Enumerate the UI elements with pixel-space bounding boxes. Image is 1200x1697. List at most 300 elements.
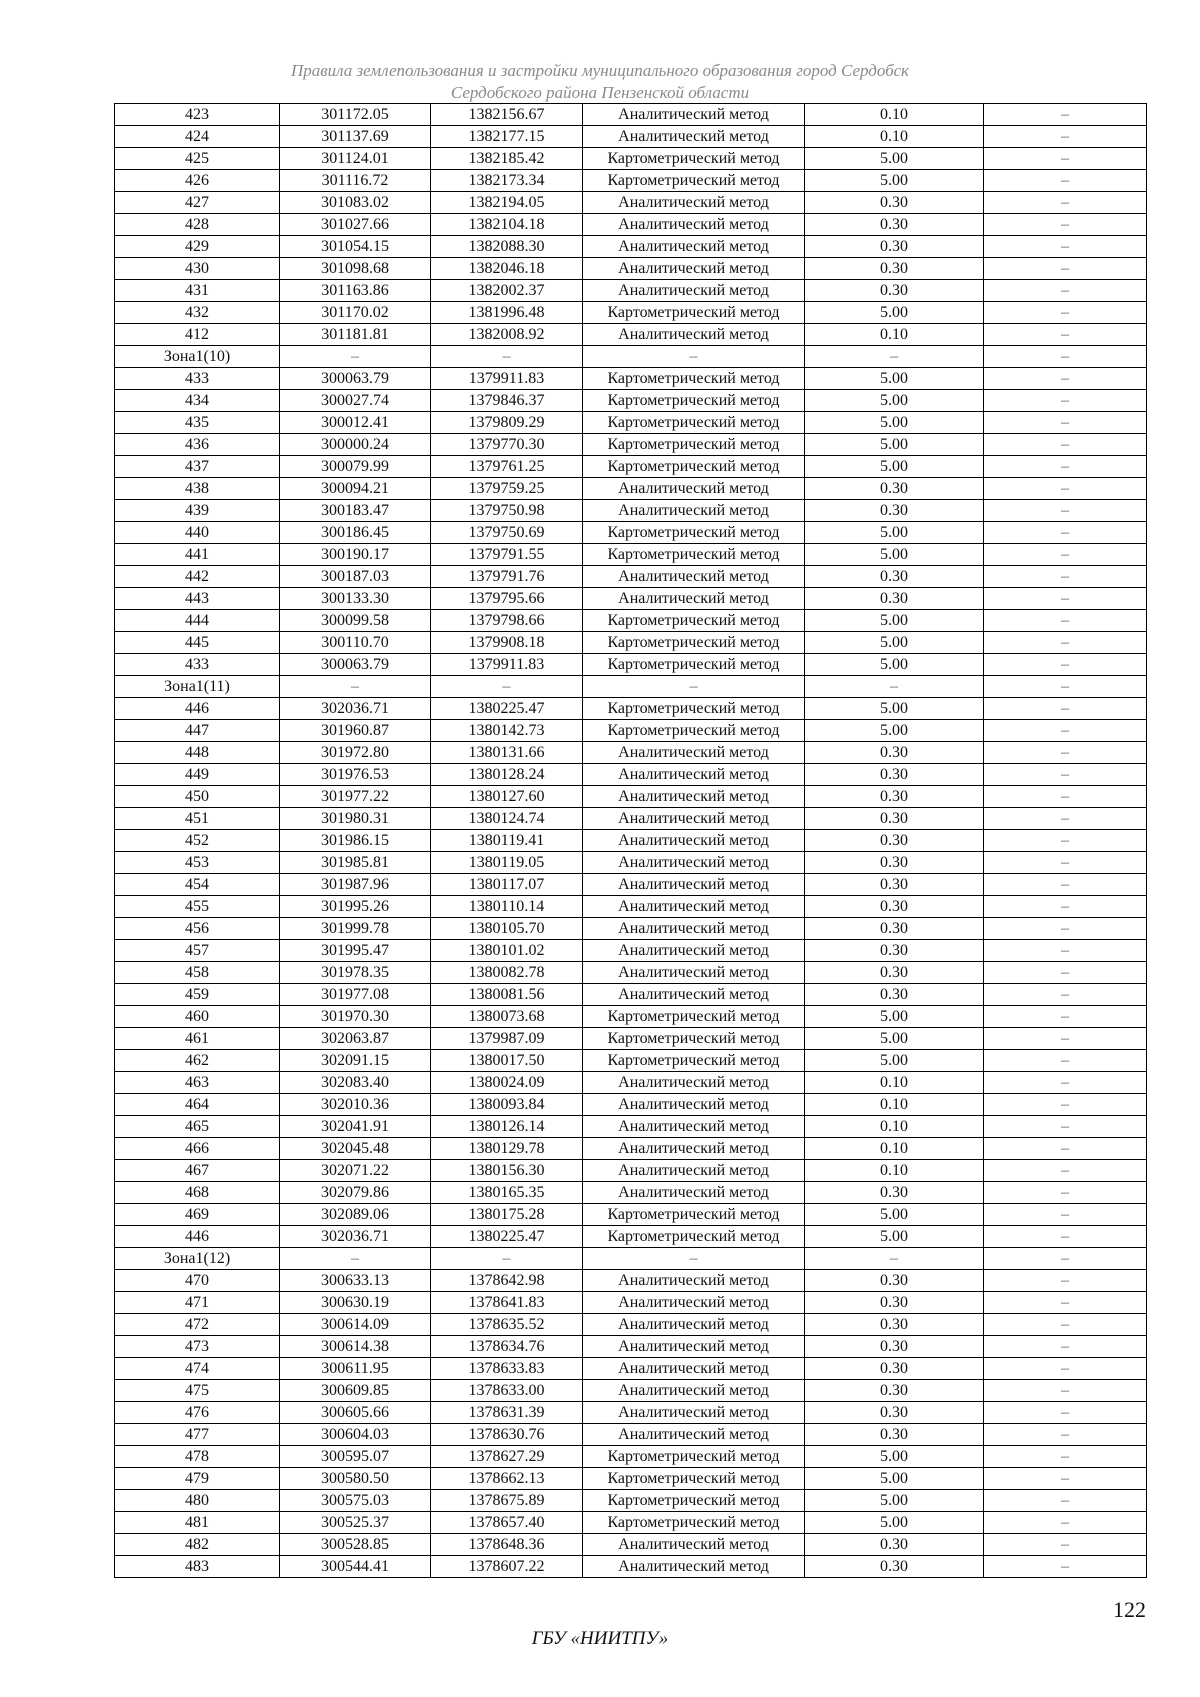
accuracy-cell: 5.00 [805, 522, 984, 544]
x-coordinate-cell: 300012.41 [280, 412, 431, 434]
y-coordinate-cell: 1380156.30 [431, 1160, 583, 1182]
description-cell: – [984, 302, 1147, 324]
y-coordinate-cell: 1378662.13 [431, 1468, 583, 1490]
y-coordinate-cell: 1378657.40 [431, 1512, 583, 1534]
zone-header-row [115, 346, 1147, 368]
y-coordinate-cell: 1380101.02 [431, 940, 583, 962]
description-cell: – [984, 1050, 1147, 1072]
point-number-cell: 454 [115, 874, 280, 896]
table-row [115, 1534, 1147, 1556]
description-cell: – [984, 1226, 1147, 1248]
x-coordinate-cell: 302041.91 [280, 1116, 431, 1138]
description-cell: – [984, 280, 1147, 302]
method-cell: – [583, 1248, 805, 1270]
x-coordinate-cell: 302083.40 [280, 1072, 431, 1094]
method-cell: Аналитический метод [583, 1402, 805, 1424]
description-cell: – [984, 698, 1147, 720]
y-coordinate-cell: 1380110.14 [431, 896, 583, 918]
x-coordinate-cell: 300605.66 [280, 1402, 431, 1424]
accuracy-cell: 0.30 [805, 214, 984, 236]
method-cell: Картометрический метод [583, 1446, 805, 1468]
accuracy-cell: 0.30 [805, 984, 984, 1006]
description-cell: – [984, 1292, 1147, 1314]
x-coordinate-cell: 300110.70 [280, 632, 431, 654]
x-coordinate-cell: 300099.58 [280, 610, 431, 632]
method-cell: Аналитический метод [583, 104, 805, 126]
description-cell: – [984, 566, 1147, 588]
method-cell: Аналитический метод [583, 478, 805, 500]
method-cell: Аналитический метод [583, 940, 805, 962]
method-cell: Картометрический метод [583, 1050, 805, 1072]
table-row [115, 434, 1147, 456]
y-coordinate-cell: 1380124.74 [431, 808, 583, 830]
y-coordinate-cell: 1379809.29 [431, 412, 583, 434]
table-row [115, 280, 1147, 302]
y-coordinate-cell: 1382088.30 [431, 236, 583, 258]
accuracy-cell: 0.30 [805, 1534, 984, 1556]
table-row [115, 522, 1147, 544]
x-coordinate-cell: 300000.24 [280, 434, 431, 456]
method-cell: Аналитический метод [583, 1160, 805, 1182]
accuracy-cell: 5.00 [805, 654, 984, 676]
accuracy-cell: 0.30 [805, 896, 984, 918]
point-number-cell: 431 [115, 280, 280, 302]
page-footer: ГБУ «НИИТПУ» [531, 1628, 669, 1649]
y-coordinate-cell: 1382177.15 [431, 126, 583, 148]
y-coordinate-cell: 1380127.60 [431, 786, 583, 808]
table-row [115, 258, 1147, 280]
description-cell: – [984, 1490, 1147, 1512]
x-coordinate-cell: 300133.30 [280, 588, 431, 610]
point-number-cell: 456 [115, 918, 280, 940]
accuracy-cell: 0.30 [805, 280, 984, 302]
point-number-cell: 426 [115, 170, 280, 192]
y-coordinate-cell: 1380073.68 [431, 1006, 583, 1028]
description-cell: – [984, 588, 1147, 610]
method-cell: Аналитический метод [583, 786, 805, 808]
point-number-cell: 437 [115, 456, 280, 478]
x-coordinate-cell: 302045.48 [280, 1138, 431, 1160]
y-coordinate-cell: – [431, 1248, 583, 1270]
table-row [115, 1424, 1147, 1446]
method-cell: Картометрический метод [583, 148, 805, 170]
table-row [115, 852, 1147, 874]
accuracy-cell: 0.10 [805, 1160, 984, 1182]
table-row [115, 1556, 1147, 1578]
point-number-cell: 432 [115, 302, 280, 324]
accuracy-cell: 0.30 [805, 742, 984, 764]
x-coordinate-cell: 300614.38 [280, 1336, 431, 1358]
accuracy-cell: 0.10 [805, 1072, 984, 1094]
description-cell: – [984, 1314, 1147, 1336]
accuracy-cell: 5.00 [805, 1204, 984, 1226]
y-coordinate-cell: 1382008.92 [431, 324, 583, 346]
x-coordinate-cell: 302091.15 [280, 1050, 431, 1072]
method-cell: Картометрический метод [583, 1490, 805, 1512]
y-coordinate-cell: 1379791.55 [431, 544, 583, 566]
table-row [115, 1094, 1147, 1116]
x-coordinate-cell: 301163.86 [280, 280, 431, 302]
y-coordinate-cell: 1378675.89 [431, 1490, 583, 1512]
x-coordinate-cell: 301054.15 [280, 236, 431, 258]
method-cell: Аналитический метод [583, 1380, 805, 1402]
accuracy-cell: 5.00 [805, 698, 984, 720]
accuracy-cell: 0.30 [805, 852, 984, 874]
y-coordinate-cell: 1379791.76 [431, 566, 583, 588]
table-row [115, 918, 1147, 940]
table-row [115, 302, 1147, 324]
x-coordinate-cell: 301995.26 [280, 896, 431, 918]
method-cell: Аналитический метод [583, 1314, 805, 1336]
y-coordinate-cell: 1380093.84 [431, 1094, 583, 1116]
y-coordinate-cell: 1382173.34 [431, 170, 583, 192]
table-row [115, 148, 1147, 170]
y-coordinate-cell: 1379911.83 [431, 654, 583, 676]
accuracy-cell: 5.00 [805, 302, 984, 324]
x-coordinate-cell: 301999.78 [280, 918, 431, 940]
x-coordinate-cell: 302079.86 [280, 1182, 431, 1204]
x-coordinate-cell: 300614.09 [280, 1314, 431, 1336]
table-row [115, 1138, 1147, 1160]
table-row [115, 1270, 1147, 1292]
x-coordinate-cell: – [280, 1248, 431, 1270]
table-row [115, 742, 1147, 764]
method-cell: Аналитический метод [583, 1358, 805, 1380]
description-cell: – [984, 1138, 1147, 1160]
method-cell: Картометрический метод [583, 1006, 805, 1028]
y-coordinate-cell: 1380142.73 [431, 720, 583, 742]
table-row [115, 1358, 1147, 1380]
coordinates-table [114, 103, 1147, 1578]
x-coordinate-cell: 300187.03 [280, 566, 431, 588]
accuracy-cell: 0.30 [805, 1358, 984, 1380]
point-number-cell: 449 [115, 764, 280, 786]
table-row [115, 720, 1147, 742]
y-coordinate-cell: 1380024.09 [431, 1072, 583, 1094]
x-coordinate-cell: 302071.22 [280, 1160, 431, 1182]
y-coordinate-cell: 1378641.83 [431, 1292, 583, 1314]
description-cell: – [984, 1248, 1147, 1270]
description-cell: – [984, 808, 1147, 830]
table-row [115, 478, 1147, 500]
accuracy-cell: 0.30 [805, 236, 984, 258]
description-cell: – [984, 390, 1147, 412]
x-coordinate-cell: 300544.41 [280, 1556, 431, 1578]
table-row [115, 1050, 1147, 1072]
y-coordinate-cell: 1378634.76 [431, 1336, 583, 1358]
zone-header-row [115, 1248, 1147, 1270]
method-cell: – [583, 676, 805, 698]
method-cell: Картометрический метод [583, 1512, 805, 1534]
table-row [115, 632, 1147, 654]
point-number-cell: 444 [115, 610, 280, 632]
accuracy-cell: 0.10 [805, 104, 984, 126]
accuracy-cell: 5.00 [805, 1226, 984, 1248]
y-coordinate-cell: 1380131.66 [431, 742, 583, 764]
y-coordinate-cell: 1382156.67 [431, 104, 583, 126]
accuracy-cell: 0.30 [805, 1380, 984, 1402]
x-coordinate-cell: 301124.01 [280, 148, 431, 170]
point-number-cell: 429 [115, 236, 280, 258]
x-coordinate-cell: 301172.05 [280, 104, 431, 126]
point-number-cell: 475 [115, 1380, 280, 1402]
table-row [115, 1380, 1147, 1402]
description-cell: – [984, 654, 1147, 676]
point-number-cell: 447 [115, 720, 280, 742]
point-number-cell: 471 [115, 1292, 280, 1314]
method-cell: Аналитический метод [583, 918, 805, 940]
description-cell: – [984, 412, 1147, 434]
description-cell: – [984, 940, 1147, 962]
y-coordinate-cell: – [431, 676, 583, 698]
description-cell: – [984, 610, 1147, 632]
method-cell: Аналитический метод [583, 126, 805, 148]
description-cell: – [984, 258, 1147, 280]
y-coordinate-cell: 1379761.25 [431, 456, 583, 478]
point-number-cell: 446 [115, 1226, 280, 1248]
header-line-2: Сердобского района Пензенской области [450, 83, 750, 102]
y-coordinate-cell: 1380082.78 [431, 962, 583, 984]
table-row [115, 1468, 1147, 1490]
x-coordinate-cell: 300609.85 [280, 1380, 431, 1402]
method-cell: Картометрический метод [583, 1028, 805, 1050]
table-row [115, 368, 1147, 390]
y-coordinate-cell: 1379798.66 [431, 610, 583, 632]
table-row [115, 126, 1147, 148]
point-number-cell: 455 [115, 896, 280, 918]
point-number-cell: 469 [115, 1204, 280, 1226]
y-coordinate-cell: 1380128.24 [431, 764, 583, 786]
method-cell: Аналитический метод [583, 874, 805, 896]
y-coordinate-cell: 1380165.35 [431, 1182, 583, 1204]
method-cell: Аналитический метод [583, 984, 805, 1006]
point-number-cell: 482 [115, 1534, 280, 1556]
point-number-cell: 479 [115, 1468, 280, 1490]
accuracy-cell: 5.00 [805, 1050, 984, 1072]
description-cell: – [984, 1468, 1147, 1490]
description-cell: – [984, 720, 1147, 742]
point-number-cell: 476 [115, 1402, 280, 1424]
table-row [115, 1402, 1147, 1424]
point-number-cell: 433 [115, 368, 280, 390]
description-cell: – [984, 1270, 1147, 1292]
description-cell: – [984, 676, 1147, 698]
table-row [115, 1292, 1147, 1314]
accuracy-cell: 0.30 [805, 808, 984, 830]
point-number-cell: 453 [115, 852, 280, 874]
accuracy-cell: 0.30 [805, 1292, 984, 1314]
accuracy-cell: 0.30 [805, 830, 984, 852]
x-coordinate-cell: 302036.71 [280, 1226, 431, 1248]
table-row [115, 962, 1147, 984]
y-coordinate-cell: 1382185.42 [431, 148, 583, 170]
x-coordinate-cell: 301027.66 [280, 214, 431, 236]
description-cell: – [984, 1556, 1147, 1578]
point-number-cell: 461 [115, 1028, 280, 1050]
table-row [115, 1006, 1147, 1028]
x-coordinate-cell: 301116.72 [280, 170, 431, 192]
x-coordinate-cell: 301960.87 [280, 720, 431, 742]
y-coordinate-cell: 1380225.47 [431, 698, 583, 720]
method-cell: Картометрический метод [583, 302, 805, 324]
table-row [115, 390, 1147, 412]
x-coordinate-cell: 301972.80 [280, 742, 431, 764]
table-row [115, 830, 1147, 852]
method-cell: Аналитический метод [583, 214, 805, 236]
point-number-cell: 433 [115, 654, 280, 676]
method-cell: Аналитический метод [583, 324, 805, 346]
accuracy-cell: 5.00 [805, 456, 984, 478]
method-cell: Картометрический метод [583, 1204, 805, 1226]
description-cell: – [984, 1028, 1147, 1050]
description-cell: – [984, 1072, 1147, 1094]
method-cell: Картометрический метод [583, 610, 805, 632]
y-coordinate-cell: 1379750.98 [431, 500, 583, 522]
accuracy-cell: 0.30 [805, 1314, 984, 1336]
table-row [115, 1226, 1147, 1248]
point-number-cell: 451 [115, 808, 280, 830]
accuracy-cell: 5.00 [805, 170, 984, 192]
description-cell: – [984, 478, 1147, 500]
accuracy-cell: 0.30 [805, 566, 984, 588]
method-cell: Аналитический метод [583, 566, 805, 588]
accuracy-cell: – [805, 346, 984, 368]
point-number-cell: 458 [115, 962, 280, 984]
point-number-cell: 436 [115, 434, 280, 456]
x-coordinate-cell: 300604.03 [280, 1424, 431, 1446]
accuracy-cell: 0.10 [805, 1094, 984, 1116]
x-coordinate-cell: 301977.22 [280, 786, 431, 808]
accuracy-cell: 5.00 [805, 1490, 984, 1512]
description-cell: – [984, 1534, 1147, 1556]
method-cell: Аналитический метод [583, 962, 805, 984]
y-coordinate-cell: 1380105.70 [431, 918, 583, 940]
method-cell: Аналитический метод [583, 1556, 805, 1578]
accuracy-cell: 5.00 [805, 1028, 984, 1050]
y-coordinate-cell: – [431, 346, 583, 368]
table-row [115, 1314, 1147, 1336]
method-cell: – [583, 346, 805, 368]
method-cell: Картометрический метод [583, 1226, 805, 1248]
table-row [115, 764, 1147, 786]
accuracy-cell: 0.30 [805, 962, 984, 984]
description-cell: – [984, 1182, 1147, 1204]
table-row [115, 214, 1147, 236]
y-coordinate-cell: 1382046.18 [431, 258, 583, 280]
table-row [115, 984, 1147, 1006]
accuracy-cell: 0.30 [805, 1182, 984, 1204]
accuracy-cell: 5.00 [805, 412, 984, 434]
x-coordinate-cell: 300183.47 [280, 500, 431, 522]
x-coordinate-cell: 301986.15 [280, 830, 431, 852]
method-cell: Аналитический метод [583, 1138, 805, 1160]
accuracy-cell: 0.10 [805, 1116, 984, 1138]
table-row [115, 940, 1147, 962]
point-number-cell: 438 [115, 478, 280, 500]
x-coordinate-cell: 300611.95 [280, 1358, 431, 1380]
description-cell: – [984, 1446, 1147, 1468]
y-coordinate-cell: 1381996.48 [431, 302, 583, 324]
accuracy-cell: 0.30 [805, 588, 984, 610]
method-cell: Аналитический метод [583, 236, 805, 258]
table-row [115, 1204, 1147, 1226]
accuracy-cell: – [805, 1248, 984, 1270]
x-coordinate-cell: 300575.03 [280, 1490, 431, 1512]
table-row [115, 412, 1147, 434]
accuracy-cell: 0.30 [805, 874, 984, 896]
method-cell: Картометрический метод [583, 544, 805, 566]
accuracy-cell: 5.00 [805, 1512, 984, 1534]
method-cell: Картометрический метод [583, 522, 805, 544]
table-row [115, 1116, 1147, 1138]
method-cell: Аналитический метод [583, 1182, 805, 1204]
table-row [115, 500, 1147, 522]
x-coordinate-cell: 301170.02 [280, 302, 431, 324]
point-number-cell: Зона1(12) [115, 1248, 280, 1270]
x-coordinate-cell: 301978.35 [280, 962, 431, 984]
accuracy-cell: 0.30 [805, 1424, 984, 1446]
description-cell: – [984, 126, 1147, 148]
method-cell: Аналитический метод [583, 808, 805, 830]
x-coordinate-cell: 300079.99 [280, 456, 431, 478]
x-coordinate-cell: 301980.31 [280, 808, 431, 830]
y-coordinate-cell: 1379750.69 [431, 522, 583, 544]
y-coordinate-cell: 1379759.25 [431, 478, 583, 500]
accuracy-cell: 5.00 [805, 610, 984, 632]
description-cell: – [984, 962, 1147, 984]
accuracy-cell: 0.30 [805, 1556, 984, 1578]
description-cell: – [984, 1204, 1147, 1226]
x-coordinate-cell: 300094.21 [280, 478, 431, 500]
point-number-cell: 462 [115, 1050, 280, 1072]
description-cell: – [984, 1006, 1147, 1028]
description-cell: – [984, 786, 1147, 808]
table-row [115, 786, 1147, 808]
table-row [115, 896, 1147, 918]
point-number-cell: 477 [115, 1424, 280, 1446]
coordinates-table-body [115, 104, 1147, 1578]
description-cell: – [984, 1358, 1147, 1380]
point-number-cell: 483 [115, 1556, 280, 1578]
table-row [115, 566, 1147, 588]
method-cell: Аналитический метод [583, 1292, 805, 1314]
description-cell: – [984, 1094, 1147, 1116]
table-row [115, 1336, 1147, 1358]
accuracy-cell: 0.30 [805, 1270, 984, 1292]
y-coordinate-cell: 1379908.18 [431, 632, 583, 654]
point-number-cell: Зона1(11) [115, 676, 280, 698]
point-number-cell: 465 [115, 1116, 280, 1138]
x-coordinate-cell: 302010.36 [280, 1094, 431, 1116]
method-cell: Картометрический метод [583, 390, 805, 412]
point-number-cell: 463 [115, 1072, 280, 1094]
x-coordinate-cell: 301137.69 [280, 126, 431, 148]
table-row [115, 1490, 1147, 1512]
accuracy-cell: 0.30 [805, 192, 984, 214]
method-cell: Аналитический метод [583, 500, 805, 522]
accuracy-cell: 5.00 [805, 1446, 984, 1468]
y-coordinate-cell: 1380175.28 [431, 1204, 583, 1226]
y-coordinate-cell: 1380225.47 [431, 1226, 583, 1248]
description-cell: – [984, 1512, 1147, 1534]
point-number-cell: 468 [115, 1182, 280, 1204]
x-coordinate-cell: 301985.81 [280, 852, 431, 874]
accuracy-cell: 5.00 [805, 368, 984, 390]
point-number-cell: 466 [115, 1138, 280, 1160]
method-cell: Аналитический метод [583, 896, 805, 918]
table-row [115, 170, 1147, 192]
description-cell: – [984, 456, 1147, 478]
